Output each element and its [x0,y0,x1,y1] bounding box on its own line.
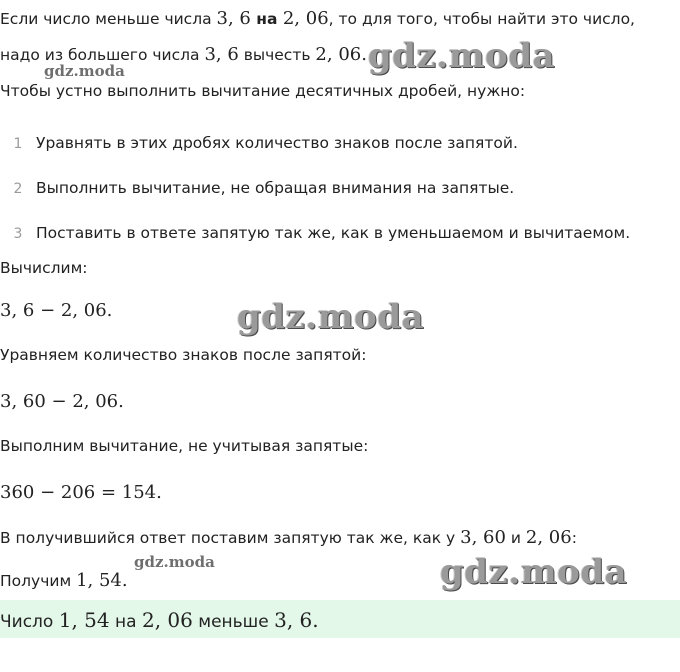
math-value: 3, 60 [460,527,506,548]
math-value: 3, 6 [216,8,251,29]
step-number: 2 [13,181,23,197]
answer-line [0,608,319,632]
expression-1: 3, 6 − 2, 06. [0,300,113,321]
watermark-logo: gdz.moda [134,553,215,571]
step-item-2 [0,179,514,197]
watermark-logo: gdz.moda [44,62,125,80]
math-value: 1, 54 [58,608,110,632]
step-number: 3 [13,226,23,242]
equalize-label: Уравняем количество знаков после запятой: [0,346,367,364]
comma-text: В получившийся ответ поставим запятую так же, как у [0,529,461,547]
watermark-logo: gdz.moda [368,36,556,76]
comma-text: и [505,529,526,547]
answer-text: на [109,612,142,632]
answer-box [0,600,680,638]
answer-text: Число [0,612,59,632]
intro-text: Если число меньше числа [0,10,217,28]
math-value: 3, 6. [274,608,319,632]
subtract-label: Выполним вычитание, не учитывая запятые: [0,437,369,455]
math-value: 2, 06 [141,608,193,632]
result-line [0,570,128,591]
watermark-logo: gdz.moda [237,297,425,337]
math-value: 2, 06 [282,8,329,29]
math-value: 1, 54. [76,570,128,591]
expression-2: 3, 60 − 2, 06. [0,391,124,412]
comma-text: : [571,529,577,547]
comma-line [0,527,577,548]
step-item-1 [0,134,518,152]
intro-text: , то для того, чтобы найти это число, [328,10,635,28]
intro-text: надо из большего числа [0,46,205,64]
math-value: 2, 06. [315,44,367,65]
rule-heading: Чтобы устно выполнить вычитание десятичных дробей, нужно: [0,82,526,100]
step-number: 1 [13,136,23,152]
answer-text: меньше [192,612,275,632]
expression-3: 360 − 206 = 154. [0,482,162,503]
intro-line-1 [0,8,635,29]
intro-text: вычесть [238,46,316,64]
step-text: Уравнять в этих дробях количество знаков после запятой. [36,134,518,152]
step-item-3 [0,224,630,242]
math-value: 2, 06 [525,527,572,548]
step-text: Поставить в ответе запятую так же, как в уменьшаемом и вычитаемом. [36,224,631,242]
step-text: Выполнить вычитание, не обращая внимания на запятые. [36,179,515,197]
calc-label: Вычислим: [0,259,88,277]
result-text: Получим [0,572,77,590]
intro-text: на [250,10,283,28]
math-value: 3, 6 [204,44,239,65]
watermark-logo: gdz.moda [440,552,628,592]
